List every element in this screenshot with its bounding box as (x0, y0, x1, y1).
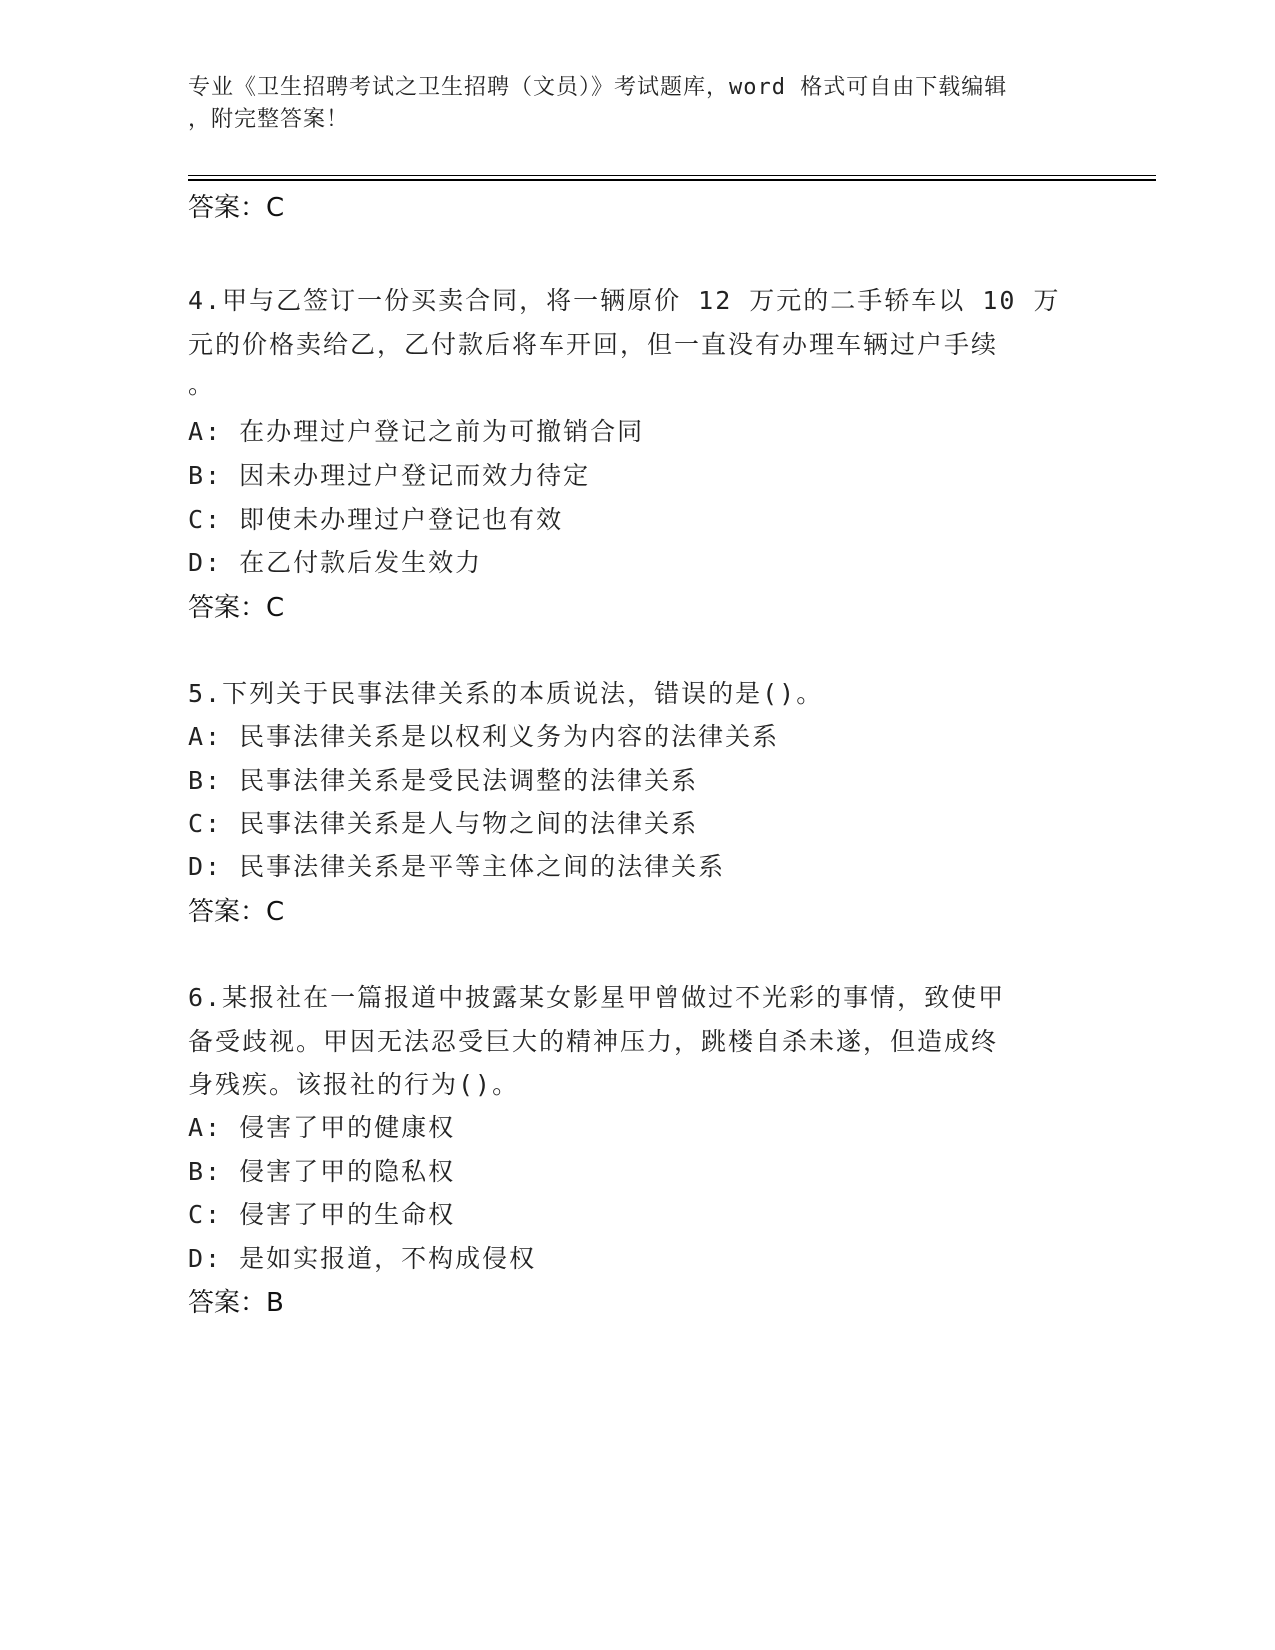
question-4-option-d: D: 在乙付款后发生效力 (188, 548, 483, 577)
question-6-stem-line-2: 备受歧视。甲因无法忍受巨大的精神压力，跳楼自杀未遂，但造成终 (188, 1027, 999, 1056)
question-4-answer: 答案：C (188, 593, 285, 623)
question-5-stem-line-1: 5.下列关于民事法律关系的本质说法，错误的是()。 (188, 679, 824, 708)
question-5-answer: 答案：C (188, 897, 285, 927)
header-divider-thick (188, 179, 1156, 181)
question-4-option-b: B: 因未办理过户登记而效力待定 (188, 461, 591, 490)
question-6-option-b: B: 侵害了甲的隐私权 (188, 1157, 456, 1186)
question-4-option-c: C: 即使未办理过户登记也有效 (188, 505, 564, 534)
question-6-stem-line-3: 身残疾。该报社的行为()。 (188, 1070, 520, 1099)
document-header (188, 72, 1068, 136)
question-6-stem-line-1: 6.某报社在一篇报道中披露某女影星甲曾做过不光彩的事情，致使甲 (188, 983, 1006, 1012)
header-divider-thin (188, 175, 1156, 176)
question-6-option-c: C: 侵害了甲的生命权 (188, 1200, 456, 1229)
question-4-stem-line-3: 。 (188, 370, 216, 399)
question-6-answer: 答案：B (188, 1288, 284, 1318)
question-4-option-a: A: 在办理过户登记之前为可撤销合同 (188, 417, 645, 446)
question-4-stem-line-2: 元的价格卖给乙，乙付款后将车开回，但一直没有办理车辆过户手续 (188, 330, 999, 359)
question-5-option-a: A: 民事法律关系是以权利义务为内容的法律关系 (188, 722, 780, 751)
question-4-stem-line-1: 4.甲与乙签订一份买卖合同，将一辆原价 12 万元的二手轿车以 10 万 (188, 286, 1061, 315)
previous-answer: 答案：C (188, 193, 285, 223)
question-5-option-c: C: 民事法律关系是人与物之间的法律关系 (188, 809, 699, 838)
question-6-option-d: D: 是如实报道，不构成侵权 (188, 1244, 537, 1273)
header-line-1: 专业《卫生招聘考试之卫生招聘（文员）》考试题库，word 格式可自由下载编辑 (188, 75, 1008, 100)
question-6-option-a: A: 侵害了甲的健康权 (188, 1113, 456, 1142)
question-5-option-b: B: 民事法律关系是受民法调整的法律关系 (188, 766, 699, 795)
header-line-2: ，附完整答案！ (188, 107, 350, 132)
question-5-option-d: D: 民事法律关系是平等主体之间的法律关系 (188, 852, 726, 881)
